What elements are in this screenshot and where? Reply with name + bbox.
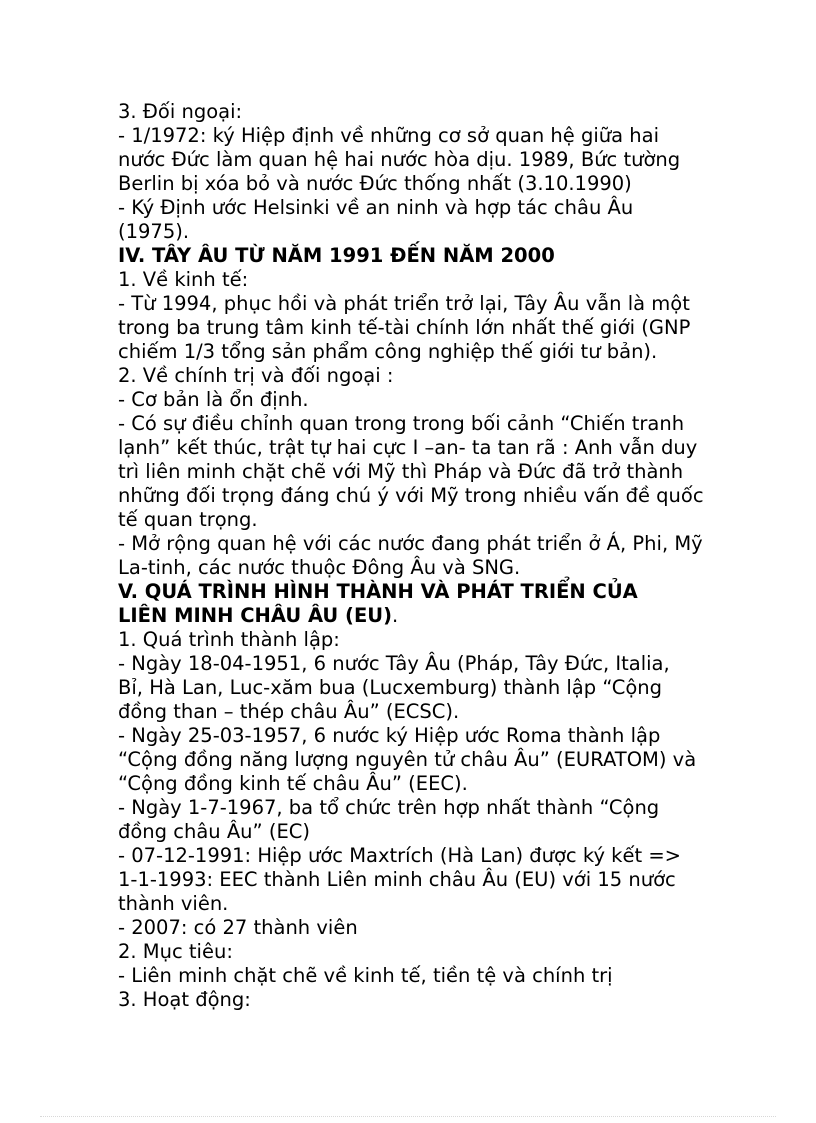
- text-line: - Cơ bản là ổn định.: [118, 388, 309, 411]
- text-line: - Mở rộng quan hệ với các nước đang phát triển ở Á, Phi, Mỹ: [118, 532, 703, 555]
- subheading-foreign-affairs: 3. Đối ngoại:: [118, 100, 243, 123]
- text-line: “Cộng đồng năng lượng nguyên tử châu Âu” (EURATOM) và: [118, 748, 697, 771]
- text-line: Bỉ, Hà Lan, Luc-xăm bua (Lucxemburg) thành lập “Cộng: [118, 676, 663, 699]
- text-line: chiếm 1/3 tổng sản phẩm công nghiệp thế giới tư bản).: [118, 340, 658, 363]
- text-line: La-tinh, các nước thuộc Đông Âu và SNG.: [118, 556, 521, 579]
- text-line: - Ngày 18-04-1951, 6 nước Tây Âu (Pháp, Tây Đức, Italia,: [118, 652, 670, 675]
- text-line: đồng châu Âu” (EC): [118, 820, 310, 843]
- document-page: [118, 100, 718, 1012]
- text-line: “Cộng đồng kinh tế châu Âu” (EEC).: [118, 772, 468, 795]
- text-line: 1-1-1993: EEC thành Liên minh châu Âu (EU) với 15 nước: [118, 868, 676, 891]
- section-heading-v-eu: LIÊN MINH CHÂU ÂU (EU): [118, 604, 393, 627]
- subheading-economy: 1. Về kinh tế:: [118, 268, 249, 291]
- section-heading-v-continued: [118, 604, 718, 628]
- heading-period: .: [392, 604, 399, 627]
- text-line: - Ngày 1-7-1967, ba tổ chức trên hợp nhất thành “Cộng: [118, 796, 660, 819]
- text-line: - 07-12-1991: Hiệp ước Maxtrích (Hà Lan) được ký kết =>: [118, 844, 681, 867]
- subheading-formation: 1. Quá trình thành lập:: [118, 628, 340, 651]
- text-line: - Ngày 25-03-1957, 6 nước ký Hiệp ước Roma thành lập: [118, 724, 661, 747]
- text-line: Berlin bị xóa bỏ và nước Đức thống nhất (3.10.1990): [118, 172, 632, 195]
- subheading-goals: 2. Mục tiêu:: [118, 940, 233, 963]
- text-line: lạnh” kết thúc, trật tự hai cực I –an- ta tan rã : Anh vẫn duy: [118, 436, 698, 459]
- text-line: những đối trọng đáng chú ý với Mỹ trong nhiều vấn đề quốc: [118, 484, 704, 507]
- subheading-activities: 3. Hoạt động:: [118, 988, 251, 1011]
- text-line: tế quan trọng.: [118, 508, 258, 531]
- page-bottom-divider: [40, 1116, 776, 1117]
- text-line: (1975).: [118, 220, 190, 243]
- text-line: trong ba trung tâm kinh tế-tài chính lớn nhất thế giới (GNP: [118, 316, 691, 339]
- text-line: - 1/1972: ký Hiệp định về những cơ sở quan hệ giữa hai: [118, 124, 660, 147]
- subheading-politics: 2. Về chính trị và đối ngoại :: [118, 364, 394, 387]
- text-line: - Từ 1994, phục hồi và phát triển trở lại, Tây Âu vẫn là một: [118, 292, 690, 315]
- text-line: - Liên minh chặt chẽ về kinh tế, tiền tệ và chính trị: [118, 964, 613, 987]
- text-line: nước Đức làm quan hệ hai nước hòa dịu. 1989, Bức tường: [118, 148, 681, 171]
- text-line: - 2007: có 27 thành viên: [118, 916, 358, 939]
- section-heading-iv: IV. TÂY ÂU TỪ NĂM 1991 ĐẾN NĂM 2000: [118, 244, 555, 267]
- text-line: đồng than – thép châu Âu” (ECSC).: [118, 700, 460, 723]
- section-heading-v: V. QUÁ TRÌNH HÌNH THÀNH VÀ PHÁT TRIỂN CỦA: [118, 580, 638, 603]
- text-line: trì liên minh chặt chẽ với Mỹ thì Pháp và Đức đã trở thành: [118, 460, 684, 483]
- text-line: - Có sự điều chỉnh quan trong trong bối cảnh “Chiến tranh: [118, 412, 685, 435]
- text-line: thành viên.: [118, 892, 229, 915]
- text-line: - Ký Định ước Helsinki về an ninh và hợp tác châu Âu: [118, 196, 634, 219]
